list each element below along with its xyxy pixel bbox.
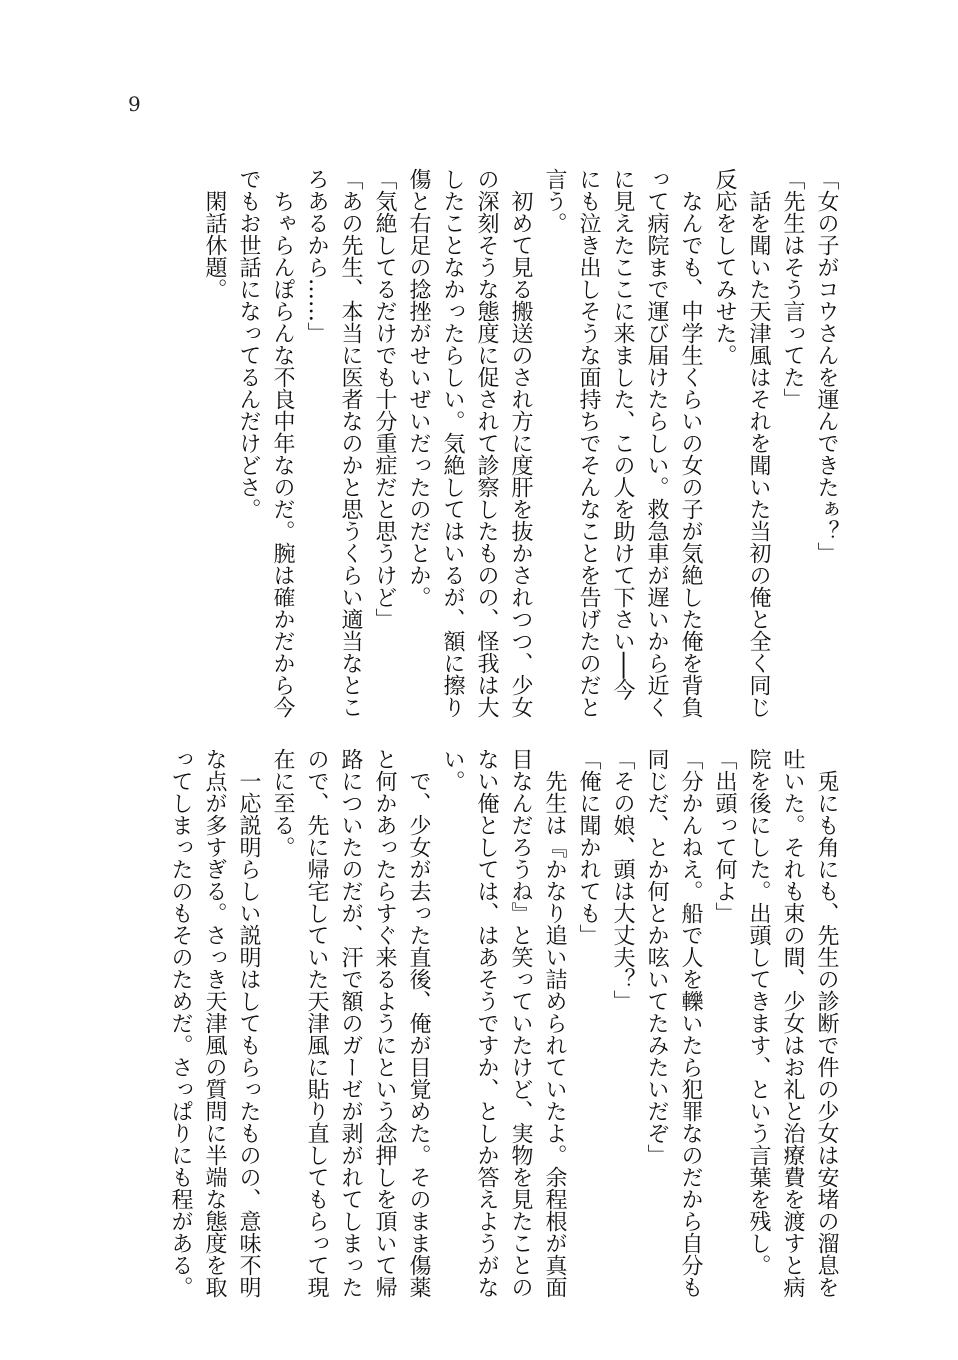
- text-line: 「女の子がコウさんを運んできたぁ？」: [814, 168, 839, 564]
- text-line: ってしまったのもそのためだ。さっぱりにも程がある。: [168, 748, 193, 1298]
- text-line: な点が多すぎる。さっき天津風の質問に半端な態度を取: [202, 748, 227, 1298]
- text-line: 「俺に聞かれても」: [576, 748, 601, 946]
- text-line: 「先生はそう言ってた」: [780, 168, 805, 410]
- text-line: 同じだ、とか何とか呟いてたみたいだぞ」: [644, 748, 669, 1166]
- text-line: 兎にも角にも、先生の診断で件の少女は安堵の溜息を: [814, 748, 839, 1298]
- text-line: 「出頭って何よ」: [712, 748, 737, 924]
- text-line: ので、先に帰宅していた天津風に貼り直してもらって現: [304, 748, 329, 1298]
- text-line: したことなかったらしい。気絶してはいるが、額に擦り: [440, 168, 465, 718]
- text-line: 傷と右足の捻挫がせいぜいだったのだとか。: [406, 168, 431, 608]
- text-line: 院を後にした。出頭してきます、という言葉を残し。: [746, 748, 771, 1276]
- text-line: なんでも、中学生くらいの女の子が気絶した俺を背負: [678, 168, 703, 718]
- text-line: の深刻そうな態度に促されて診察したものの、怪我は大: [474, 168, 499, 718]
- text-line: 初めて見る搬送のされ方に度肝を抜かされつつ、少女: [508, 168, 533, 718]
- text-line: に見えたここに来ました、この人を助けて下さい──今: [610, 168, 635, 701]
- text-line: い。: [440, 748, 465, 792]
- text-line: 「その娘、頭は大丈夫？」: [610, 748, 635, 1012]
- text-line: でもお世話になってるんだけどさ。: [236, 168, 261, 520]
- text-line: 在に至る。: [270, 748, 295, 858]
- text-line: って病院まで運び届けたらしい。救急車が遅いから近く: [644, 168, 669, 718]
- text-line: 一応説明らしい説明はしてもらったものの、意味不明: [236, 748, 261, 1298]
- text-line: 目なんだろうね』と笑っていたけど、実物を見たことの: [508, 748, 533, 1298]
- text-line: 「気絶してるだけでも十分重症だと思うけど」: [372, 168, 397, 630]
- text-line: ちゃらんぽらんな不良中年なのだ。腕は確かだから今: [270, 168, 295, 718]
- bottom-text-block: [168, 748, 839, 1298]
- text-line: ない俺としては、はあそうですか、としか答えようがな: [474, 748, 499, 1298]
- text-line: 「分かんねえ。船で人を轢いたら犯罪なのだから自分も: [678, 748, 703, 1298]
- text-line: 「あの先生、本当に医者なのかと思うくらい適当なとこ: [338, 168, 363, 718]
- text-line: 吐いた。それも束の間、少女はお礼と治療費を渡すと病: [780, 748, 805, 1298]
- text-line: と何かあったらすぐ来るようにという念押しを頂いて帰: [372, 748, 397, 1298]
- page-number: 9: [128, 92, 141, 116]
- text-line: 言う。: [542, 168, 567, 234]
- text-line: ろあるから……」: [304, 168, 329, 344]
- text-line: 話を聞いた天津風はそれを聞いた当初の俺と全く同じ: [746, 168, 771, 718]
- text-line: 先生は『かなり追い詰められていたよ。余程根が真面: [542, 748, 567, 1298]
- text-line: 閑話休題。: [202, 168, 227, 300]
- text-line: 反応をしてみせた。: [712, 168, 737, 366]
- text-line: にも泣き出しそうな面持ちでそんなことを告げたのだと: [576, 168, 601, 718]
- text-line: で、少女が去った直後、俺が目覚めた。そのまま傷薬: [406, 748, 431, 1298]
- top-text-block: [202, 168, 839, 718]
- text-line: 路についたのだが、汗で額のガーゼが剥がれてしまった: [338, 748, 363, 1298]
